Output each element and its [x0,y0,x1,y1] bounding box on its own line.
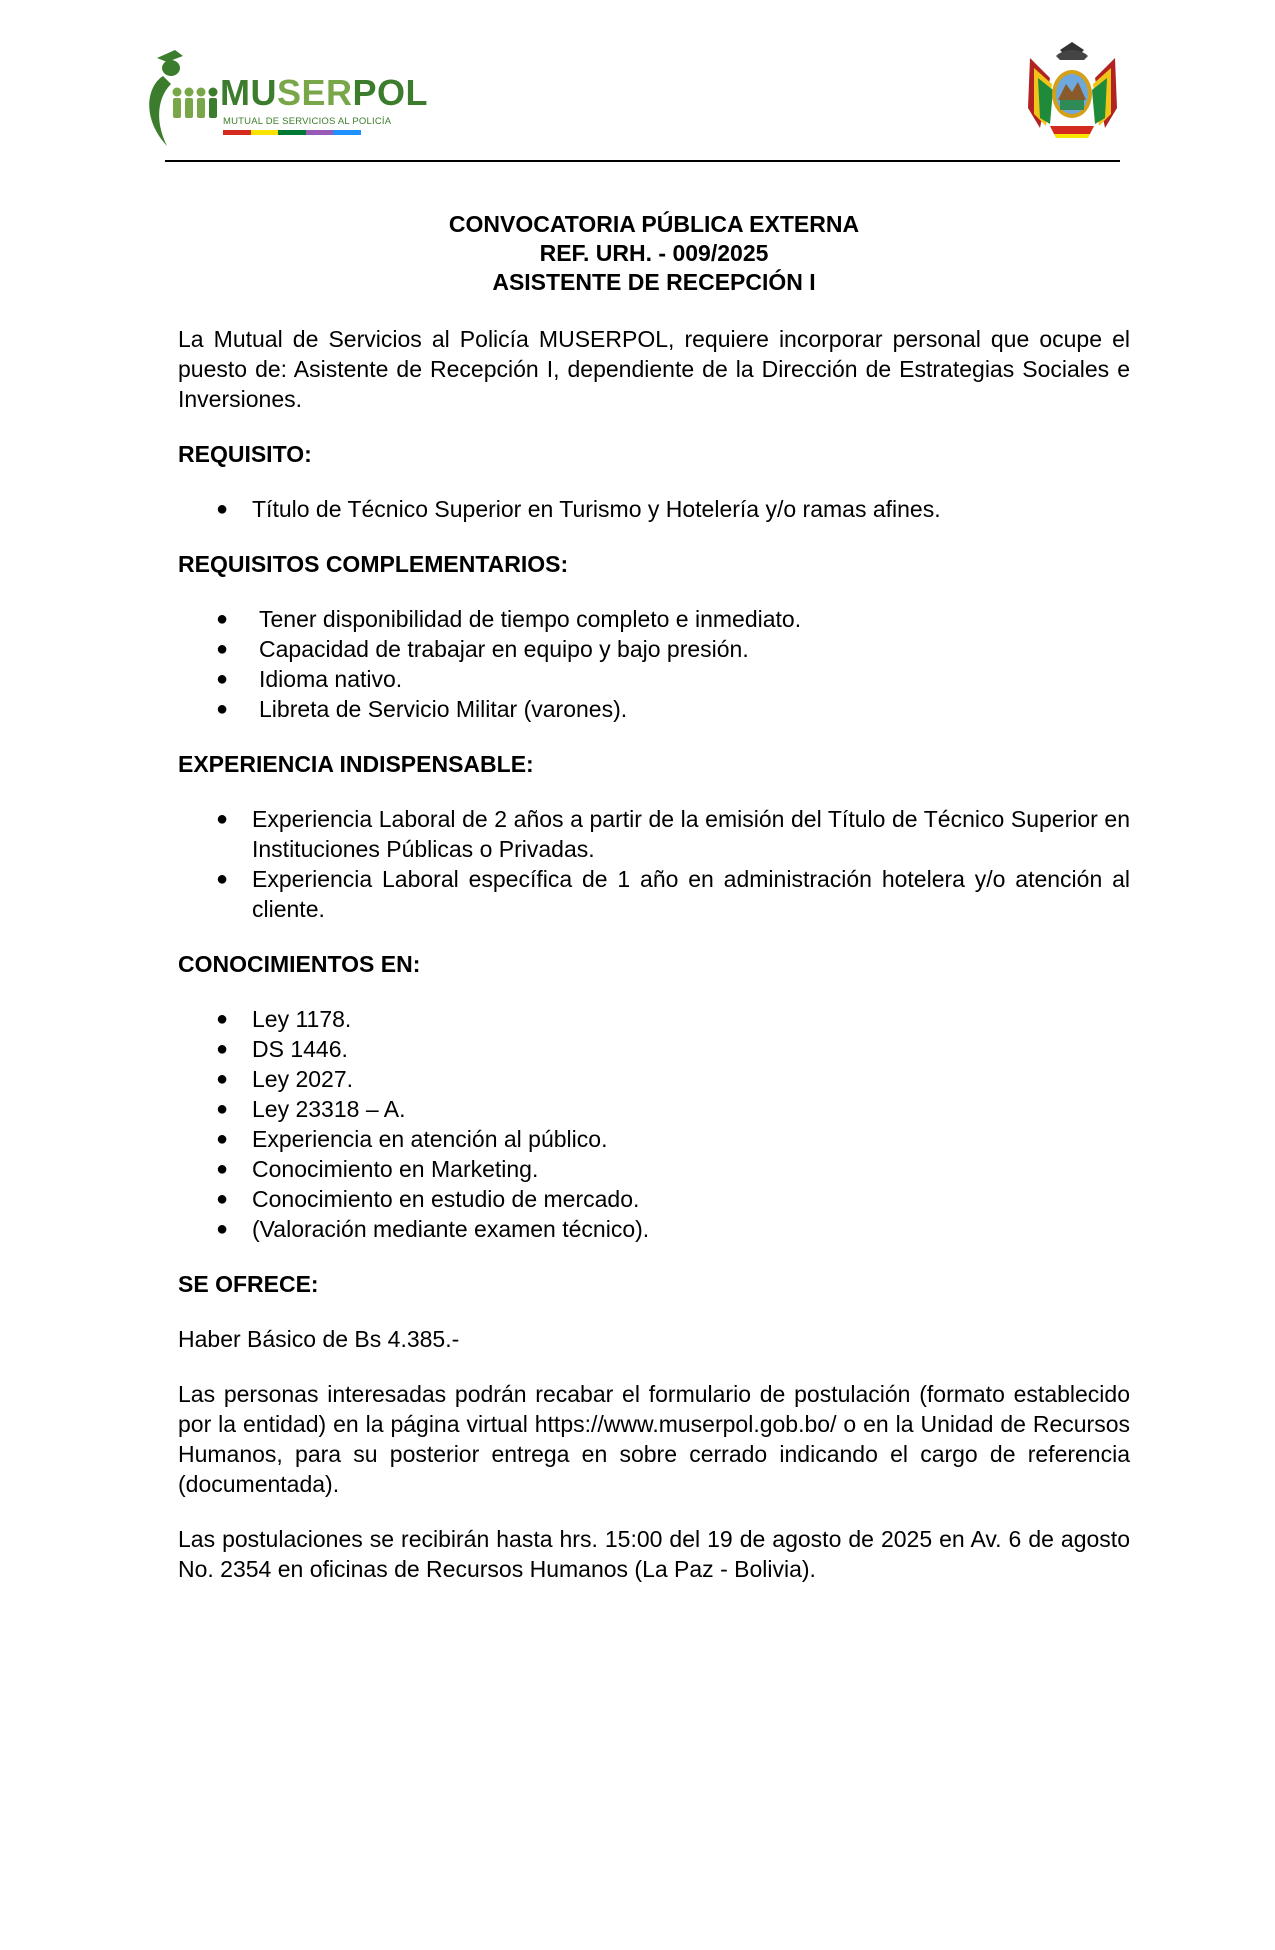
list-complementarios [178,604,1130,724]
section-heading-conocimientos: CONOCIMIENTOS EN: [178,951,421,977]
police-figure-icon [145,42,225,152]
bullet-icon: ● [216,608,229,630]
title-line-2: REF. URH. - 009/2025 [539,240,769,266]
list-item: ● Título de Técnico Superior en Turismo y Hotelería y/o ramas afines. [216,496,941,522]
bullet-icon: ● [216,1188,229,1210]
muserpol-logo [145,42,429,152]
list-experiencia [178,804,1130,924]
document-body [178,210,1130,1609]
list-item: ● Ley 2027. [216,1066,354,1092]
header-divider [165,160,1120,162]
section-heading-requisito: REQUISITO: [178,441,312,467]
title-line-3: ASISTENTE DE RECEPCIÓN I [492,269,816,295]
logo-color-stripe [223,130,361,135]
bullet-icon: ● [216,1008,229,1030]
plazo-paragraph: Las postulaciones se recibirán hasta hrs. 15:00 del 19 de agosto de 2025 en Av. 6 de agosto No. 2354 en oficinas de Recursos Humanos (La Paz - Bolivia). [178,1526,1130,1582]
list-item: ● DS 1446. [216,1036,348,1062]
document-header [140,38,1125,163]
bullet-icon: ● [216,1128,229,1150]
bullet-icon: ● [216,1068,229,1090]
section-heading-complementarios: REQUISITOS COMPLEMENTARIOS: [178,551,569,577]
intro-paragraph: La Mutual de Servicios al Policía MUSERPOL, requiere incorporar personal que ocupe el puesto de: Asistente de Recepción I, dependiente de la Dirección de Estrategias Sociales e Inversiones. [178,326,1130,412]
list-item: ● Ley 23318 – A. [216,1096,406,1122]
logo-tagline: MUTUAL DE SERVICIOS AL POLICÍA [223,116,392,127]
bullet-icon: ● [216,1218,229,1240]
bullet-icon: ● [216,1038,229,1060]
list-item: ● Libreta de Servicio Militar (varones). [216,696,628,722]
list-item: ● Experiencia Laboral específica de 1 año en administración hotelera y/o atención al cliente. [216,866,1130,922]
list-item: ● Experiencia Laboral de 2 años a partir de la emisión del Título de Técnico Superior en Instituciones Públicas o Privadas. [216,806,1130,862]
bullet-icon: ● [216,638,229,660]
bullet-icon: ● [216,1158,229,1180]
list-item: ● Tener disponibilidad de tiempo completo e inmediato. [216,606,802,632]
postulacion-paragraph: Las personas interesadas podrán recabar el formulario de postulación (formato establecido por la entidad) en la página virtual https://www.muserpol.gob.bo/ o en la Unidad de Recursos Humanos, para su posterior entrega en sobre cerrado indicando el cargo de referencia (documentada). [178,1381,1130,1497]
logo-name: MUSERPOL [220,72,429,113]
list-item: ● Conocimiento en Marketing. [216,1156,539,1182]
list-item: ● (Valoración mediante examen técnico). [216,1216,650,1242]
list-item: ● Conocimiento en estudio de mercado. [216,1186,640,1212]
list-conocimientos [178,1004,1130,1244]
list-item: ● Ley 1178. [216,1006,352,1032]
bullet-icon: ● [216,1098,229,1120]
document-title [178,210,1130,297]
bolivia-coat-of-arms-icon [1020,38,1125,143]
bullet-icon: ● [216,868,229,890]
section-heading-experiencia: EXPERIENCIA INDISPENSABLE: [178,751,534,777]
section-heading-ofrece: SE OFRECE: [178,1271,319,1297]
bullet-icon: ● [216,698,229,720]
bullet-icon: ● [216,808,229,830]
title-line-1: CONVOCATORIA PÚBLICA EXTERNA [448,211,860,237]
list-requisito [178,494,1130,524]
list-item: ● Idioma nativo. [216,666,403,692]
list-item: ● Capacidad de trabajar en equipo y bajo presión. [216,636,749,662]
list-item: ● Experiencia en atención al público. [216,1126,608,1152]
salary-text: Haber Básico de Bs 4.385.- [178,1326,460,1352]
bullet-icon: ● [216,498,229,520]
bullet-icon: ● [216,668,229,690]
